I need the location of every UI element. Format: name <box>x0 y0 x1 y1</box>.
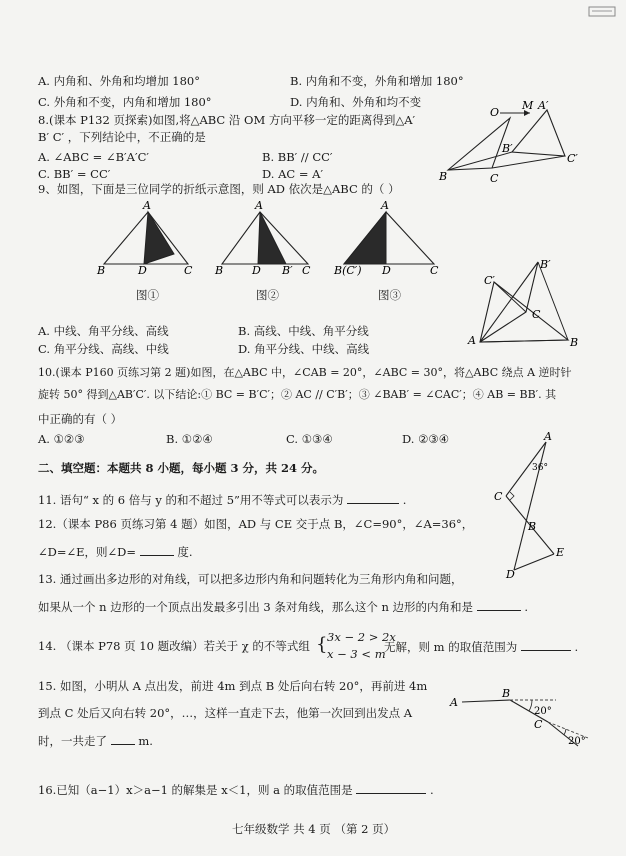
q9-fold-figure-1 <box>92 198 202 278</box>
q10-fig-label-c: C <box>532 308 541 321</box>
q10-option-c: C. ①③④ <box>286 432 333 446</box>
q8-option-d: D. AC = A′ <box>262 167 324 181</box>
q10-option-b: B. ①②④ <box>166 432 213 446</box>
q15-answer-blank[interactable] <box>111 733 135 745</box>
q9-fig3-label-b-c-prime: B(C′) <box>334 264 362 277</box>
q13-text: 如果从一个 n 边形的一个顶点出发最多引出 3 条对角线，那么这个 n 边形的内角和是 <box>38 600 474 614</box>
q9-caption-1: 图① <box>136 288 159 302</box>
q10-option-d: D. ②③④ <box>402 432 450 446</box>
q11-answer-blank[interactable] <box>347 492 399 504</box>
q8-fig-label-m: M <box>522 100 534 112</box>
q14-post: 无解，则 m 的取值范围为 <box>384 640 518 654</box>
q8-fig-label-b-prime: B′ <box>502 142 513 155</box>
q10-fig-label-a: A <box>468 334 476 347</box>
q10-stem-line3: 中正确的有（ ） <box>38 412 123 426</box>
q9-fig1-label-d: D <box>138 264 147 277</box>
q8-option-b: B. BB′ // CC′ <box>262 150 333 164</box>
q9-fig2-label-d: D <box>252 264 261 277</box>
q10-fig-label-b: B <box>570 336 579 349</box>
q8-stem-line2: B′ C′ ，下列结论中，不正确的是 <box>38 130 206 144</box>
q12-text: ∠D=∠E，则∠D= <box>38 545 137 559</box>
q11-end: . <box>402 493 407 507</box>
q12-end: 度. <box>177 545 193 559</box>
q7-option-c: C. 外角和不变，内角和增加 180° <box>38 95 212 109</box>
q7-option-d: D. 内角和、外角和均不变 <box>290 95 422 109</box>
q8-option-a: A. ∠ABC = ∠B′A′C′ <box>38 150 149 164</box>
q10-stem-line2: 旋转 50° 得到△AB′C′. 以下结论:① BC = B′C′；② AC // C′B′；③ ∠BAB′ = ∠CAC′；④ AB = BB′. 其 <box>38 388 557 401</box>
q10-fig-label-c-prime: C′ <box>484 274 495 287</box>
q16-end: . <box>429 783 434 797</box>
q8-fig-label-o: O <box>490 106 500 119</box>
q15-stem-line1: 15. 如图，小明从 A 点出发，前进 4m 到点 B 处后向右转 20°，再前进 4m <box>38 679 428 693</box>
q8-translation-figure <box>430 100 590 185</box>
q15-text: 时，一共走了 <box>38 734 107 748</box>
q8-stem-line1: 8.(课本 P132 页探索)如图,将△ABC 沿 OM 方向平移一定的距离得到△A′ <box>38 113 416 127</box>
q9-option-d: D. 角平分线、中线、高线 <box>238 342 370 356</box>
q14-system-line2: x − 3 < m <box>327 647 386 661</box>
q8-option-c: C. BB′ = CC′ <box>38 167 111 181</box>
q8-fig-label-b: B <box>439 170 448 183</box>
q9-fig1-label-a: A <box>143 199 151 212</box>
section-2-heading: 二、填空题：本题共 8 小题，每小题 3 分，共 24 分。 <box>38 461 325 475</box>
q14-brace: { <box>316 634 328 655</box>
q15-fig-label-a: A <box>450 696 458 709</box>
q9-fig2-label-a: A <box>255 199 263 212</box>
q9-fig3-label-d: D <box>382 264 391 277</box>
page-footer: 七年级数学 共 4 页 （第 2 页） <box>232 822 396 836</box>
q9-fig3-label-a: A <box>381 199 389 212</box>
q10-fig-label-b-prime: B′ <box>540 258 551 271</box>
q13-answer-blank[interactable] <box>477 599 521 611</box>
q12-answer-blank[interactable] <box>140 544 174 556</box>
q15-line3 <box>38 733 153 748</box>
q9-fig2-label-b: B <box>215 264 224 277</box>
q13-stem-line1: 13. 通过画出多边形的对角线，可以把多边形内角和问题转化为三角形内角和问题， <box>38 572 463 586</box>
q15-fig-angle-2: 20° <box>568 736 586 747</box>
q10-stem-line1: 10.(课本 P160 页练习第 2 题)如图，在△ABC 中，∠CAB = 20°，∠ABC = 30°，将△ABC 绕点 A 逆时针 <box>38 366 572 379</box>
q16-answer-blank[interactable] <box>356 782 426 794</box>
q9-fig2-label-b-prime: B′ <box>282 264 293 277</box>
q12-fig-label-b: B <box>528 520 537 533</box>
q12-stem-line1: 12.（课本 P86 页练习第 4 题）如图，AD 与 CE 交于点 B，∠C=90°，∠A=36°， <box>38 517 474 531</box>
q12-fig-label-c: C <box>494 490 503 503</box>
q15-end: m. <box>138 734 153 748</box>
q9-caption-3: 图③ <box>378 288 401 302</box>
q13-end: . <box>524 600 529 614</box>
q12-figure <box>484 430 574 580</box>
q12-fig-label-d: D <box>506 568 515 580</box>
q15-fig-label-c: C <box>534 718 543 731</box>
q16-line <box>38 782 434 797</box>
q9-fig1-label-c: C <box>184 264 193 277</box>
q15-path-figure <box>448 688 594 752</box>
q14-post-line <box>384 639 578 654</box>
q11-line <box>38 492 406 507</box>
q9-fig2-label-c: C <box>302 264 311 277</box>
q14-answer-blank[interactable] <box>521 639 571 651</box>
q15-fig-label-b: B <box>502 688 511 700</box>
q10-rotation-figure <box>462 252 592 352</box>
q9-option-b: B. 高线、中线、角平分线 <box>238 324 369 338</box>
q9-option-a: A. 中线、角平分线、高线 <box>38 324 169 338</box>
q8-fig-label-c: C <box>490 172 499 185</box>
q10-option-a: A. ①②③ <box>38 432 85 446</box>
q15-stem-line2: 到点 C 处后又向右转 20°，…，这样一直走下去，他第一次回到出发点 A <box>38 706 413 720</box>
q8-fig-label-a-prime: A′ <box>538 100 549 112</box>
q9-stem: 9、如图，下面是三位同学的折纸示意图，则 AD 依次是△ABC 的（ ） <box>38 182 400 196</box>
q9-fold-figure-2 <box>212 198 322 278</box>
q14-end: . <box>574 640 579 654</box>
q12-fig-label-e: E <box>556 546 565 559</box>
q14-pre: 14. （课本 P78 页 10 题改编）若关于 χ 的不等式组 <box>38 639 310 653</box>
q7-option-b: B. 内角和不变，外角和增加 180° <box>290 74 464 88</box>
q7-option-a: A. 内角和、外角和均增加 180° <box>38 74 200 88</box>
q16-text: 16.已知（a−1）x＞a−1 的解集是 x＜1，则 a 的取值范围是 <box>38 783 353 797</box>
q9-fig3-label-c: C <box>430 264 439 277</box>
q9-option-c: C. 角平分线、高线、中线 <box>38 342 169 356</box>
q13-line2 <box>38 599 528 614</box>
q9-caption-2: 图② <box>256 288 279 302</box>
q12-fig-angle-label: 36° <box>532 463 548 473</box>
q12-fig-label-a: A <box>544 430 552 443</box>
corner-mark-icon <box>588 6 618 18</box>
q8-fig-label-c-prime: C′ <box>567 152 578 165</box>
q9-fold-figure-3 <box>330 198 450 278</box>
q15-fig-angle-1: 20° <box>534 706 552 717</box>
q11-text: 11. 语句“ x 的 6 倍与 y 的和不超过 5”用不等式可以表示为 <box>38 493 344 507</box>
q12-line2 <box>38 544 192 559</box>
q9-fig1-label-b: B <box>97 264 106 277</box>
q14-system-line1: 3x − 2 > 2x <box>327 630 396 644</box>
